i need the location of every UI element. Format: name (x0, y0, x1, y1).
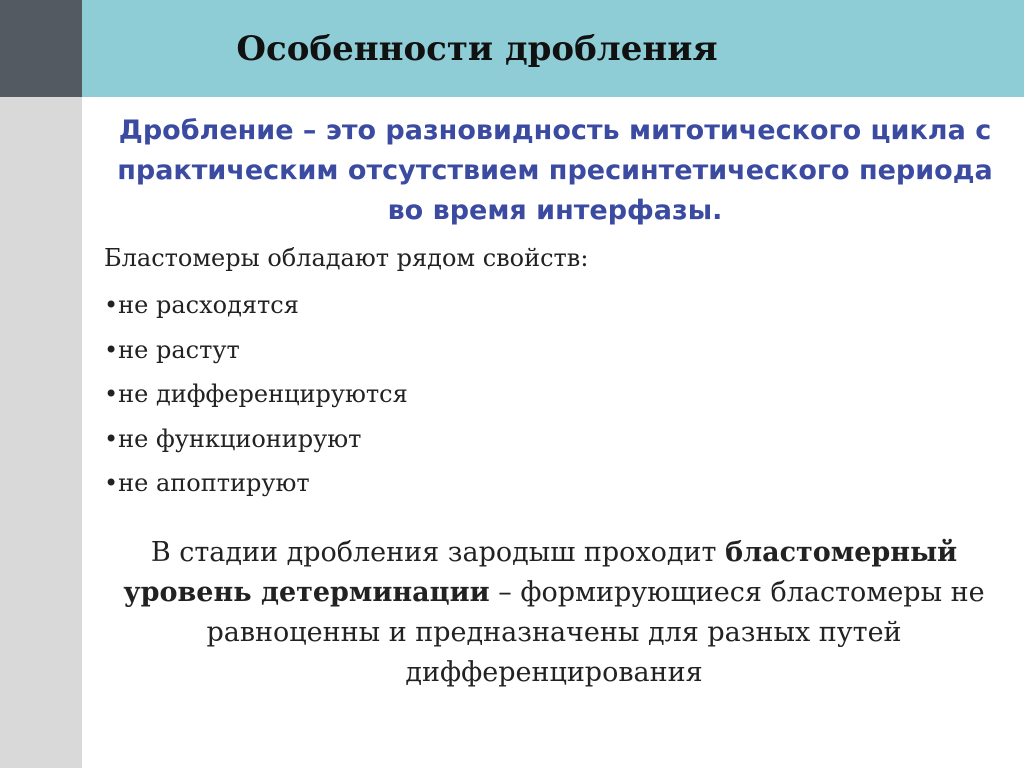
property-item: •не апоптируют (104, 469, 310, 497)
properties-list (104, 283, 408, 506)
property-item: •не растут (104, 335, 240, 364)
closing-text-start: В стадии дробления зародыш проходит (150, 537, 726, 568)
definition-text: Дробление – это разновидность митотического цикла с практическим отсутствием пресинтетического периода во время интерфазы. (117, 115, 993, 226)
properties-intro: Бластомеры обладают рядом свойств: (104, 244, 589, 272)
property-item: •не функционируют (104, 424, 362, 453)
sidebar-bottom-band (0, 97, 82, 768)
sidebar-top-band (0, 0, 82, 97)
property-item: •не расходятся (104, 291, 299, 319)
closing-paragraph (98, 533, 1010, 693)
property-item: •не дифференцируются (104, 380, 408, 408)
closing-text-end: – формирующиеся бластомеры не равноценны и предназначены для разных путей дифференцирования (206, 577, 985, 688)
slide-title: Особенности дробления (236, 28, 718, 69)
closing-emphasis: бластомерный уровень детерминации (123, 537, 958, 608)
